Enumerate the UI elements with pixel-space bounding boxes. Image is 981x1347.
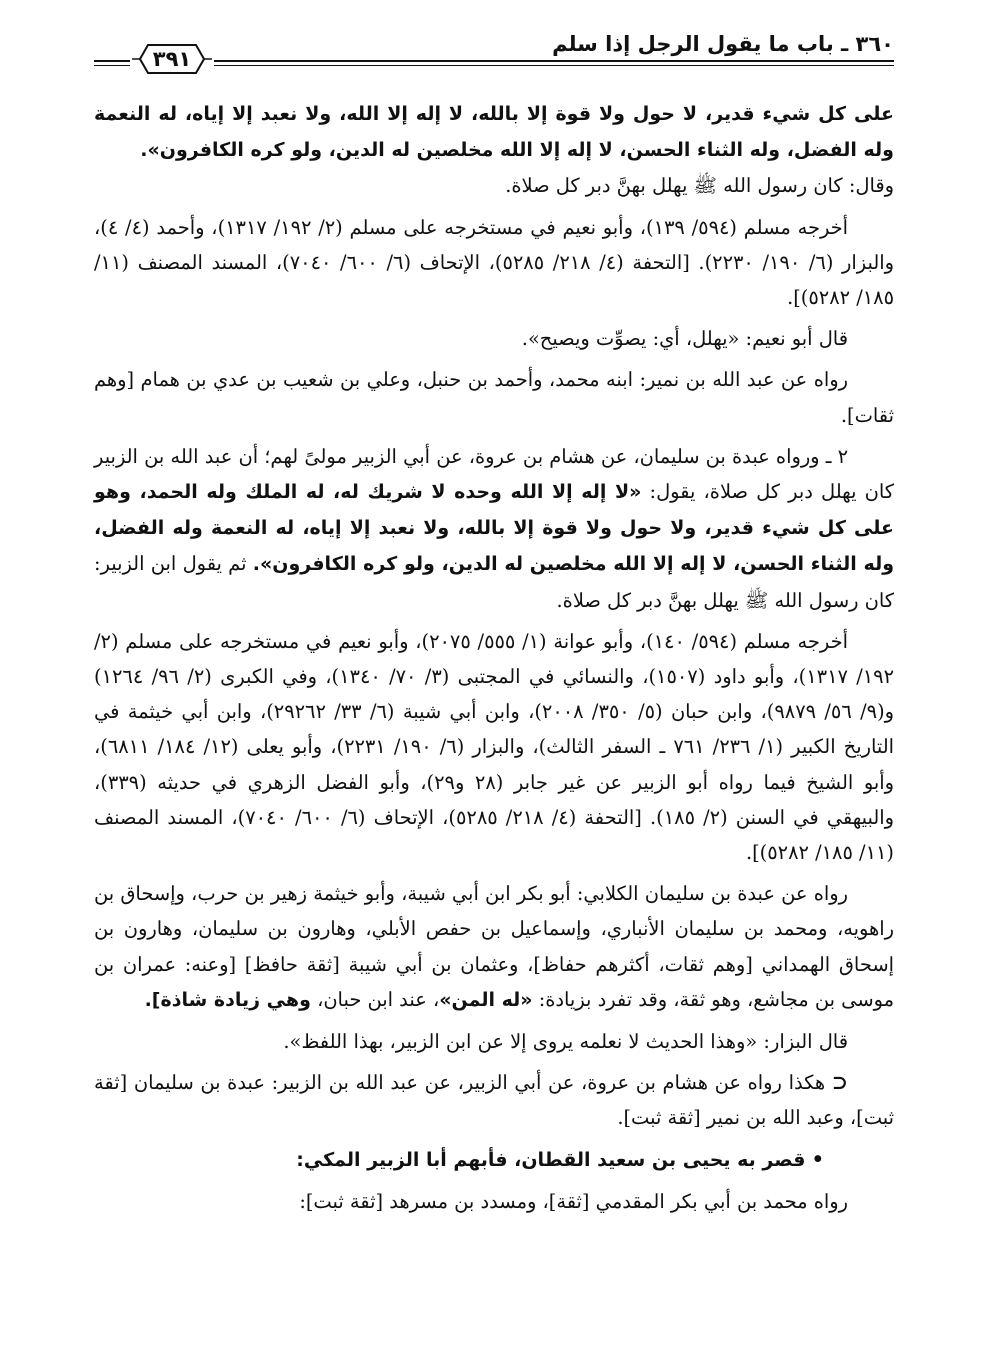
- header-rule: [214, 65, 894, 66]
- paragraph: [94, 96, 894, 204]
- paragraph: رواه محمد بن أبي بكر المقدمي [ثقة]، ومسدد بن مسرهد [ثقة ثبت]:: [299, 1189, 848, 1213]
- header-rule: [214, 60, 894, 62]
- page-number: ٣٩١: [152, 47, 192, 71]
- bold-phrase: «له المن»: [439, 988, 533, 1011]
- paragraph-text: وقال: كان رسول الله ﷺ يهلل بهنَّ دبر كل صلاة.: [505, 174, 894, 198]
- paragraph-text: ٢ ـ ورواه عبدة بن سليمان، عن هشام بن عروة، عن أبي الزبير مولىً لهم؛ أن عبد الله بن الزبير كان يهلل دبر كل صلاة، يقول:: [94, 444, 894, 504]
- body-text: [94, 96, 894, 1225]
- paragraph-text: هكذا رواه عن هشام بن عروة، عن أبي الزبير، عن عبد الله بن الزبير: عبدة بن سليمان [ثقة ثبت]، وعبد الله بن نمير [ثقة ثبت].: [94, 1071, 894, 1130]
- paragraph: أخرجه مسلم (٥٩٤/ ١٣٩)، وأبو نعيم في مستخرجه على مسلم (٢/ ١٩٢/ ١٣١٧)، وأحمد (٤/ ٤)، والبزار (٦/ ١٩٠/ ٢٢٣٠). [التحفة (٤/ ٢١٨/ ٥٢٨٥)، الإتحاف (٦/ ٦٠٠/ ٧٠٤٠)، المسند المصنف (١١/ ١٨٥/ ٥٢٨٢)].: [94, 215, 894, 310]
- section-marker-icon: ⊂: [831, 1071, 848, 1095]
- paragraph: [94, 876, 894, 1018]
- hadith-text: على كل شيء قدير، لا حول ولا قوة إلا بالله، لا إله إلا الله، ولا نعبد إلا إياه، له النعمة وله الفضل، وله الثناء الحسن، لا إله إلا الله مخلصين له الدين، ولو كره الكافرون».: [94, 103, 894, 162]
- header-rule: [94, 60, 130, 62]
- paragraph-text: ، عند ابن حبان،: [317, 987, 440, 1011]
- paragraph: قال البزار: «وهذا الحديث لا نعلمه يروى إلا عن ابن الزبير، بهذا اللفظ».: [283, 1030, 848, 1054]
- bullet-icon: •: [811, 1147, 824, 1171]
- paragraph: [94, 1142, 894, 1178]
- page-header: [94, 30, 894, 94]
- running-title: ٣٦٠ ـ باب ما يقول الرجل إذا سلم: [552, 32, 894, 56]
- bold-phrase: وهي زيادة شاذة].: [144, 988, 311, 1011]
- subheading: قصر به يحيى بن سعيد القطان، فأبهم أبا الزبير المكي:: [296, 1148, 806, 1171]
- paragraph: أخرجه مسلم (٥٩٤/ ١٤٠)، وأبو عوانة (١/ ٥٥٥/ ٢٠٧٥)، وأبو نعيم في مستخرجه على مسلم (٢/ ١٩٢/ ١٣١٧)، وأبو داود (١٥٠٧)، والنسائي في المجتبى (٣/ ٧٠/ ١٣٤٠)، وفي الكبرى (٢/ ٩٦/ ١٢٦٤) و(٩/ ٥٦/ ٩٨٧٩)، وابن حبان (٥/ ٣٥٠/ ٢٠٠٨)، وابن أبي شيبة (٦/ ٣٣/ ٢٩٢٦٢)، وابن أبي خيثمة في التاريخ الكبير (١/ ٢٣٦/ ٧٦١ ـ السفر الثالث)، والبزار (٦/ ١٩٠/ ٢٢٣١)، وأبو يعلى (١٢/ ١٨٤/ ٦٨١١)، وأبو الشيخ فيما رواه أبو الزبير عن غير جابر (٢٨ و٢٩)، وأبو الفضل الزهري في حديثه (٣٣٩)، والبيهقي في السنن (٢/ ١٨٥). [التحفة (٤/ ٢١٨/ ٥٢٨٥)، الإتحاف (٦/ ٦٠٠/ ٧٠٤٠)، المسند المصنف (١١/ ١٨٥/ ٥٢٨٢)].: [94, 629, 895, 865]
- paragraph: [94, 439, 894, 618]
- paragraph: [94, 1065, 894, 1135]
- header-rule: [94, 65, 130, 66]
- paragraph: قال أبو نعيم: «يهلل، أي: يصوِّت ويصيح».: [521, 327, 848, 351]
- paragraph: رواه عن عبد الله بن نمير: ابنه محمد، وأحمد بن حنبل، وعلي بن شعيب بن عدي بن همام [وهم ثقات].: [94, 368, 894, 427]
- hadith-text: «لا إله إلا الله وحده لا شريك له، له الملك وله الحمد، وهو على كل شيء قدير، ولا حول ولا قوة إلا بالله، ولا نعبد إلا إياه، له النعمة وله الفضل، وله الثناء الحسن، لا إله إلا الله مخلصين له الدين، ولو كره الكافرون».: [94, 481, 895, 576]
- paragraph-text: رواه عن عبدة بن سليمان الكلابي: أبو بكر ابن أبي شيبة، وأبو خيثمة زهير بن حرب، وإسحاق بن راهويه، ومحمد بن سليمان الأنباري، وإسماعيل بن حفص الأبلي، وهارون بن سليمان، وهارون بن إسحاق الهمداني [وهم ثقات، أكثرهم حفاظ]، وعثمان بن أبي شيبة [ثقة حافظ] [وعنه: عمران بن موسى بن مجاشع، وهو ثقة، وقد تفرد بزيادة:: [94, 882, 894, 1011]
- paragraph-text: ثم يقول ابن الزبير: كان رسول الله ﷺ يهلل بهنَّ دبر كل صلاة.: [94, 552, 894, 612]
